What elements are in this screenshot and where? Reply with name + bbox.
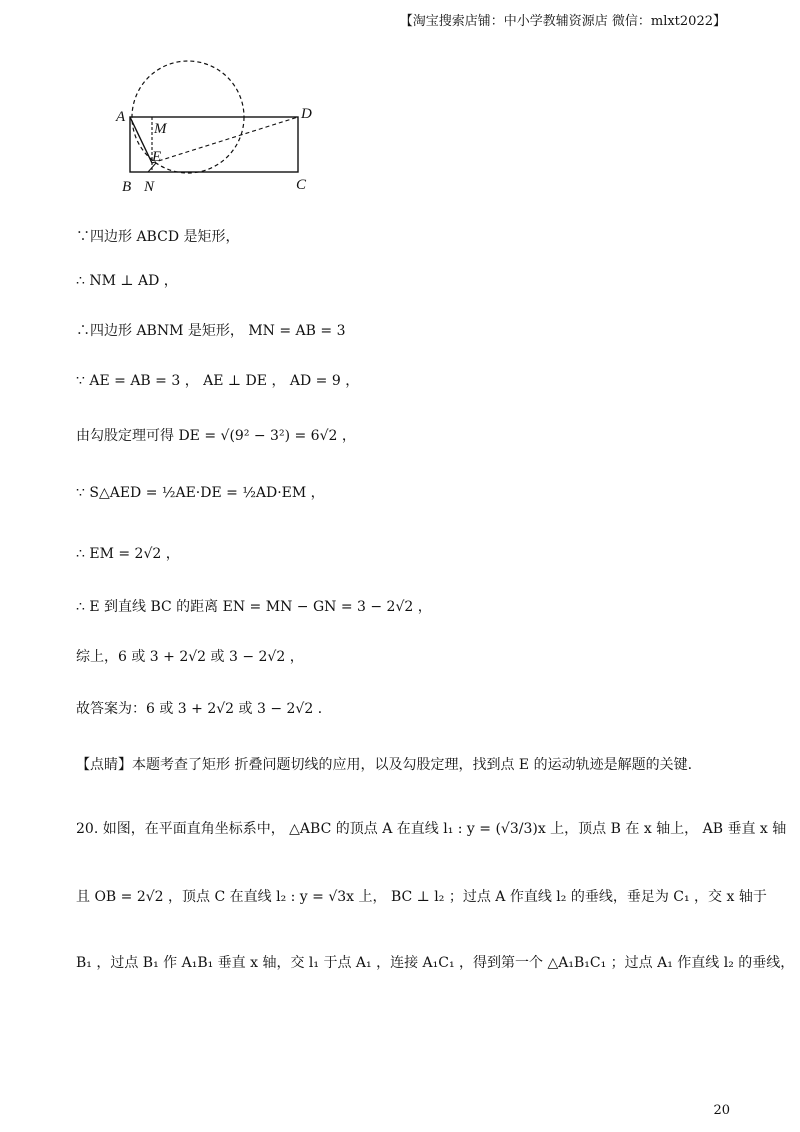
step-9: 综上，6 或 3 + 2√2 或 3 − 2√2 ，: [76, 649, 304, 665]
segment-ae: [130, 117, 152, 163]
step-3: ∴四边形 ABNM 是矩形， MN = AB = 3: [76, 323, 346, 339]
page-number: 20: [713, 1103, 730, 1118]
label-m: M: [154, 121, 167, 137]
step-2: ∴ NM ⊥ AD ，: [76, 273, 178, 289]
step-1: ∵四边形 ABCD 是矩形，: [76, 229, 240, 245]
geometry-figure: [60, 55, 330, 200]
label-n: N: [144, 179, 155, 195]
label-c: C: [296, 177, 307, 193]
problem-20-line-2: 且 OB = 2√2 ，顶点 C 在直线 l₂ : y = √3x 上， BC ⊥ l₂ ；过点 A 作直线 l₂ 的垂线，垂足为 C₁ ，交 x 轴于: [76, 889, 767, 905]
comment-note: 【点睛】本题考查了矩形 折叠问题切线的应用，以及勾股定理，找到点 E 的运动轨迹是解题的关键.: [76, 757, 693, 773]
header-note: 【淘宝搜索店铺：中小学教辅资源店 微信：mlxt2022】: [399, 14, 726, 29]
step-5: 由勾股定理可得 DE = √(9² − 3²) = 6√2 ，: [76, 428, 356, 444]
label-b: B: [122, 179, 132, 195]
problem-20-line-1: 20. 如图，在平面直角坐标系中， △ABC 的顶点 A 在直线 l₁ : y = (√3/3)x 上，顶点 B 在 x 轴上， AB 垂直 x 轴: [76, 821, 787, 837]
step-8: ∴ E 到直线 BC 的距离 EN = MN − GN = 3 − 2√2 ，: [76, 599, 432, 615]
step-6: ∵ S△AED = ½AE·DE = ½AD·EM ，: [76, 485, 325, 501]
label-d: D: [301, 106, 312, 122]
problem-20-line-3: B₁ ，过点 B₁ 作 A₁B₁ 垂直 x 轴，交 l₁ 于点 A₁ ，连接 A₁C₁ ，得到第一个 △A₁B₁C₁ ；过点 A₁ 作直线 l₂ 的垂线，: [76, 955, 795, 971]
label-e: E: [152, 149, 162, 165]
segment-ed: [152, 117, 298, 163]
step-10: 故答案为：6 或 3 + 2√2 或 3 − 2√2 ．: [76, 701, 332, 717]
step-4: ∵ AE = AB = 3 ， AE ⊥ DE ， AD = 9 ，: [76, 373, 360, 389]
label-a: A: [116, 109, 126, 125]
step-7: ∴ EM = 2√2 ，: [76, 546, 180, 562]
